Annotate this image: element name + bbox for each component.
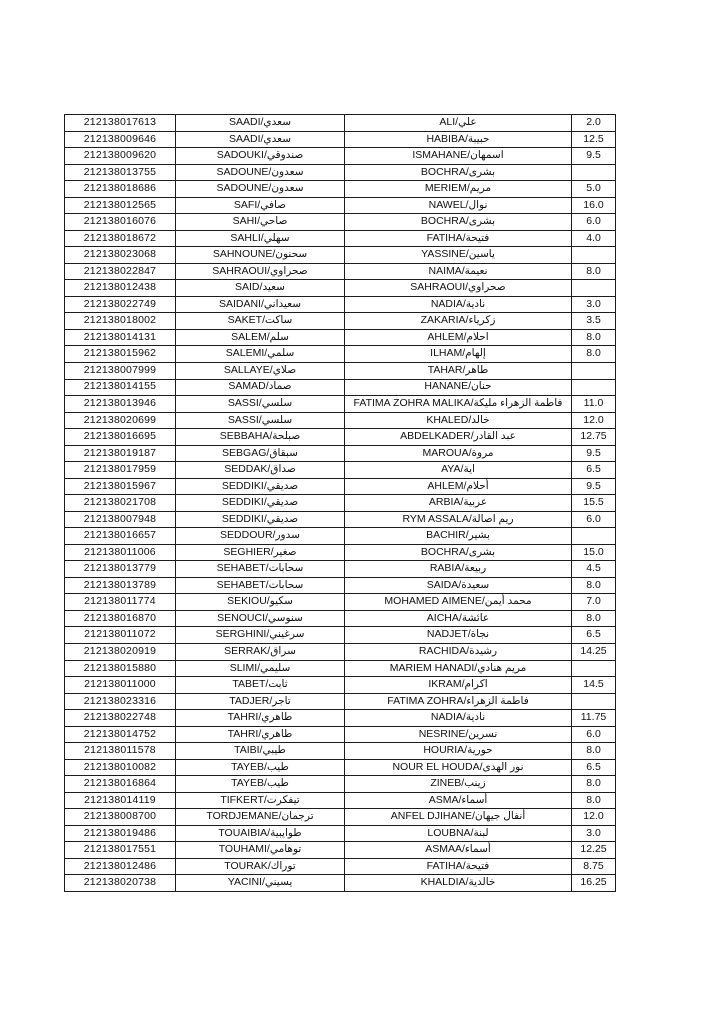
firstname-cell: HABIBA/حبيبة	[345, 131, 572, 148]
id-cell: 212138023068	[65, 247, 176, 264]
firstname-cell: ZINEB/زينب	[345, 776, 572, 793]
id-cell: 212138016657	[65, 528, 176, 545]
surname-cell: SALEM/سلم	[176, 329, 345, 346]
surname-cell: TAYEB/طيب	[176, 759, 345, 776]
surname-cell: SALLAYE/صلاي	[176, 362, 345, 379]
firstname-cell: AYA/اية	[345, 462, 572, 479]
id-cell: 212138011072	[65, 627, 176, 644]
firstname-cell: LOUBNA/لبنة	[345, 825, 572, 842]
firstname-cell: NAIMA/نعيمة	[345, 263, 572, 280]
grade-cell: 15.5	[572, 495, 616, 512]
id-cell: 212138022749	[65, 296, 176, 313]
table-row	[65, 594, 616, 611]
id-cell: 212138019187	[65, 445, 176, 462]
grade-cell: 6.5	[572, 627, 616, 644]
firstname-cell: BOCHRA/بشرى	[345, 544, 572, 561]
surname-cell: SASSI/سلسي	[176, 396, 345, 413]
surname-cell: SADOUNE/سعدون	[176, 181, 345, 198]
grade-cell: 12.0	[572, 412, 616, 429]
table-row	[65, 296, 616, 313]
table-row	[65, 329, 616, 346]
grade-cell	[572, 247, 616, 264]
surname-cell: SAIDANI/سعيداني	[176, 296, 345, 313]
id-cell: 212138015967	[65, 478, 176, 495]
firstname-cell: HANANE/حنان	[345, 379, 572, 396]
table-row	[65, 792, 616, 809]
surname-cell: SAKET/ساكت	[176, 313, 345, 330]
firstname-cell: BACHIR/بشير	[345, 528, 572, 545]
grade-cell	[572, 280, 616, 297]
table-row	[65, 462, 616, 479]
table-row	[65, 115, 616, 132]
table-row	[65, 197, 616, 214]
id-cell: 212138013779	[65, 561, 176, 578]
id-cell: 212138017959	[65, 462, 176, 479]
grade-cell: 8.75	[572, 858, 616, 875]
id-cell: 212138017551	[65, 842, 176, 859]
firstname-cell: NOUR EL HOUDA/نور الهدى	[345, 759, 572, 776]
surname-cell: TIFKERT/تيفكرت	[176, 792, 345, 809]
grade-cell	[572, 693, 616, 710]
id-cell: 212138022748	[65, 710, 176, 727]
firstname-cell: ASMA/أسماء	[345, 792, 572, 809]
grade-cell: 12.75	[572, 429, 616, 446]
id-cell: 212138010082	[65, 759, 176, 776]
surname-cell: SLIMI/سليمي	[176, 660, 345, 677]
firstname-cell: FATIMA ZOHRA MALIKA/فاطمة الزهراء مليكة	[345, 396, 572, 413]
table-row	[65, 528, 616, 545]
firstname-cell: NAWEL/نوال	[345, 197, 572, 214]
grade-cell: 14.25	[572, 644, 616, 661]
firstname-cell: ISMAHANE/اسمهان	[345, 148, 572, 165]
id-cell: 212138013789	[65, 577, 176, 594]
grade-cell: 12.5	[572, 131, 616, 148]
id-cell: 212138011774	[65, 594, 176, 611]
firstname-cell: MOHAMED AIMENE/محمد أيمن	[345, 594, 572, 611]
id-cell: 212138012438	[65, 280, 176, 297]
id-cell: 212138014752	[65, 726, 176, 743]
id-cell: 212138018002	[65, 313, 176, 330]
surname-cell: TABET/ثابت	[176, 677, 345, 694]
firstname-cell: YASSINE/ياسين	[345, 247, 572, 264]
table-row	[65, 148, 616, 165]
grade-cell: 5.0	[572, 181, 616, 198]
table-row	[65, 181, 616, 198]
grade-cell: 15.0	[572, 544, 616, 561]
table-row	[65, 362, 616, 379]
firstname-cell: HOURIA/حورية	[345, 743, 572, 760]
firstname-cell: ILHAM/إلهام	[345, 346, 572, 363]
table-row	[65, 511, 616, 528]
surname-cell: SAADI/سعدي	[176, 131, 345, 148]
firstname-cell: RABIA/ربيعة	[345, 561, 572, 578]
grade-cell: 3.0	[572, 825, 616, 842]
grade-cell: 8.0	[572, 263, 616, 280]
grades-table-body	[65, 115, 616, 892]
table-row	[65, 693, 616, 710]
table-row	[65, 313, 616, 330]
firstname-cell: AHLEM/أحلام	[345, 478, 572, 495]
id-cell: 212138017613	[65, 115, 176, 132]
grade-cell: 3.5	[572, 313, 616, 330]
surname-cell: SAHI/صاحي	[176, 214, 345, 231]
surname-cell: YACINI/يسيني	[176, 875, 345, 892]
table-row	[65, 776, 616, 793]
grade-cell: 6.5	[572, 462, 616, 479]
surname-cell: SAHNOUNE/سحنون	[176, 247, 345, 264]
id-cell: 212138014131	[65, 329, 176, 346]
surname-cell: SEDDIKI/صديقي	[176, 511, 345, 528]
id-cell: 212138012565	[65, 197, 176, 214]
firstname-cell: ASMAA/أسماء	[345, 842, 572, 859]
table-row	[65, 710, 616, 727]
table-row	[65, 164, 616, 181]
surname-cell: SAID/سعيد	[176, 280, 345, 297]
grade-cell: 16.25	[572, 875, 616, 892]
firstname-cell: ARBIA/عربية	[345, 495, 572, 512]
id-cell: 212138013755	[65, 164, 176, 181]
grade-cell: 8.0	[572, 792, 616, 809]
grade-cell: 6.0	[572, 726, 616, 743]
table-row	[65, 412, 616, 429]
grade-cell: 6.0	[572, 214, 616, 231]
id-cell: 212138021708	[65, 495, 176, 512]
grade-cell: 7.0	[572, 594, 616, 611]
table-row	[65, 247, 616, 264]
table-row	[65, 759, 616, 776]
grade-cell	[572, 164, 616, 181]
id-cell: 212138015962	[65, 346, 176, 363]
grade-cell	[572, 362, 616, 379]
surname-cell: SEHABET/سحابات	[176, 577, 345, 594]
table-row	[65, 280, 616, 297]
id-cell: 212138023316	[65, 693, 176, 710]
id-cell: 212138019486	[65, 825, 176, 842]
table-row	[65, 809, 616, 826]
table-row	[65, 214, 616, 231]
id-cell: 212138015880	[65, 660, 176, 677]
firstname-cell: FATIHA/فتيحة	[345, 230, 572, 247]
surname-cell: TAYEB/طيب	[176, 776, 345, 793]
grade-cell: 9.5	[572, 478, 616, 495]
firstname-cell: ANFEL DJIHANE/أنفال جيهان	[345, 809, 572, 826]
firstname-cell: AICHA/عائشة	[345, 610, 572, 627]
firstname-cell: AHLEM/احلام	[345, 329, 572, 346]
firstname-cell: MERIEM/مريم	[345, 181, 572, 198]
table-row	[65, 627, 616, 644]
id-cell: 212138018686	[65, 181, 176, 198]
grade-cell: 8.0	[572, 577, 616, 594]
firstname-cell: ZAKARIA/زكرياء	[345, 313, 572, 330]
grade-cell	[572, 528, 616, 545]
surname-cell: TORDJEMANE/ترجمان	[176, 809, 345, 826]
table-row	[65, 495, 616, 512]
surname-cell: SAHLI/سهلي	[176, 230, 345, 247]
surname-cell: SAHRAOUI/صحراوي	[176, 263, 345, 280]
grade-cell: 4.5	[572, 561, 616, 578]
table-row	[65, 131, 616, 148]
table-row	[65, 726, 616, 743]
id-cell: 212138016076	[65, 214, 176, 231]
firstname-cell: MARIEM HANADI/مريم هنادي	[345, 660, 572, 677]
surname-cell: TOURAK/توراك	[176, 858, 345, 875]
firstname-cell: NADIA/نادية	[345, 296, 572, 313]
table-row	[65, 379, 616, 396]
table-row	[65, 346, 616, 363]
firstname-cell: KHALED/خالد	[345, 412, 572, 429]
surname-cell: SALEMI/سلمي	[176, 346, 345, 363]
surname-cell: TAHRI/طاهري	[176, 726, 345, 743]
grade-cell: 4.0	[572, 230, 616, 247]
id-cell: 212138013946	[65, 396, 176, 413]
firstname-cell: TAHAR/طاهر	[345, 362, 572, 379]
id-cell: 212138007999	[65, 362, 176, 379]
id-cell: 212138016695	[65, 429, 176, 446]
surname-cell: SASSI/سلسي	[176, 412, 345, 429]
grade-cell	[572, 660, 616, 677]
grade-cell: 11.0	[572, 396, 616, 413]
surname-cell: TOUHAMI/توهامي	[176, 842, 345, 859]
firstname-cell: BOCHRA/بشرى	[345, 164, 572, 181]
id-cell: 212138014155	[65, 379, 176, 396]
surname-cell: SAFI/صافي	[176, 197, 345, 214]
surname-cell: SENOUCI/سنوسي	[176, 610, 345, 627]
table-row	[65, 445, 616, 462]
surname-cell: SEKIOU/سكيو	[176, 594, 345, 611]
firstname-cell: SAIDA/سعيدة	[345, 577, 572, 594]
table-row	[65, 230, 616, 247]
id-cell: 212138012486	[65, 858, 176, 875]
id-cell: 212138016864	[65, 776, 176, 793]
surname-cell: SEBBAHA/صبلحة	[176, 429, 345, 446]
table-row	[65, 263, 616, 280]
surname-cell: SERRAK/سراق	[176, 644, 345, 661]
id-cell: 212138016870	[65, 610, 176, 627]
surname-cell: SAMAD/صماد	[176, 379, 345, 396]
firstname-cell: RYM ASSALA/ريم اصالة	[345, 511, 572, 528]
surname-cell: SEGHIER/صغير	[176, 544, 345, 561]
surname-cell: SEDDIKI/صديقي	[176, 495, 345, 512]
id-cell: 212138022847	[65, 263, 176, 280]
firstname-cell: BOCHRA/بشرى	[345, 214, 572, 231]
table-row	[65, 842, 616, 859]
firstname-cell: ABDELKADER/عبد القادر	[345, 429, 572, 446]
id-cell: 212138020919	[65, 644, 176, 661]
table-row	[65, 478, 616, 495]
table-row	[65, 610, 616, 627]
surname-cell: SEBGAG/سبقاق	[176, 445, 345, 462]
table-row	[65, 396, 616, 413]
table-row	[65, 429, 616, 446]
firstname-cell: MAROUA/مروة	[345, 445, 572, 462]
grade-cell: 8.0	[572, 743, 616, 760]
id-cell: 212138009620	[65, 148, 176, 165]
id-cell: 212138018672	[65, 230, 176, 247]
grade-cell: 14.5	[572, 677, 616, 694]
id-cell: 212138009646	[65, 131, 176, 148]
firstname-cell: FATIMA ZOHRA/فاطمة الزهراء	[345, 693, 572, 710]
surname-cell: SAADI/سعدي	[176, 115, 345, 132]
table-row	[65, 577, 616, 594]
surname-cell: TADJER/تاجر	[176, 693, 345, 710]
firstname-cell: ALI/علي	[345, 115, 572, 132]
grade-cell: 12.25	[572, 842, 616, 859]
firstname-cell: IKRAM/اكرام	[345, 677, 572, 694]
grade-cell: 11.75	[572, 710, 616, 727]
firstname-cell: RACHIDA/رشيدة	[345, 644, 572, 661]
grade-cell: 9.5	[572, 445, 616, 462]
surname-cell: SADOUKI/صندوقي	[176, 148, 345, 165]
firstname-cell: SAHRAOUI/صحراوي	[345, 280, 572, 297]
surname-cell: SEDDIKI/صديقي	[176, 478, 345, 495]
table-row	[65, 660, 616, 677]
table-row	[65, 858, 616, 875]
id-cell: 212138020738	[65, 875, 176, 892]
firstname-cell: FATIHA/فتيحة	[345, 858, 572, 875]
surname-cell: SEDDOUR/سدور	[176, 528, 345, 545]
surname-cell: TAHRI/طاهري	[176, 710, 345, 727]
surname-cell: TOUAIBIA/طوايبية	[176, 825, 345, 842]
grades-table	[64, 114, 616, 892]
surname-cell: SEDDAK/صداق	[176, 462, 345, 479]
grade-cell: 16.0	[572, 197, 616, 214]
grade-cell: 8.0	[572, 329, 616, 346]
grade-cell: 12.0	[572, 809, 616, 826]
firstname-cell: KHALDIA/خالدية	[345, 875, 572, 892]
id-cell: 212138020699	[65, 412, 176, 429]
table-row	[65, 875, 616, 892]
firstname-cell: NADJET/نجاة	[345, 627, 572, 644]
table-row	[65, 743, 616, 760]
id-cell: 212138011000	[65, 677, 176, 694]
firstname-cell: NADIA/نادية	[345, 710, 572, 727]
grade-cell: 3.0	[572, 296, 616, 313]
grade-cell: 8.0	[572, 346, 616, 363]
surname-cell: SADOUNE/سعدون	[176, 164, 345, 181]
table-row	[65, 644, 616, 661]
table-row	[65, 825, 616, 842]
grade-cell: 6.0	[572, 511, 616, 528]
grade-cell: 9.5	[572, 148, 616, 165]
id-cell: 212138011578	[65, 743, 176, 760]
grade-cell: 8.0	[572, 776, 616, 793]
grade-cell: 8.0	[572, 610, 616, 627]
surname-cell: SEHABET/سحابات	[176, 561, 345, 578]
surname-cell: SERGHINI/سرغيني	[176, 627, 345, 644]
table-row	[65, 544, 616, 561]
grade-cell: 6.5	[572, 759, 616, 776]
table-row	[65, 561, 616, 578]
firstname-cell: NESRINE/نسرين	[345, 726, 572, 743]
table-row	[65, 677, 616, 694]
id-cell: 212138014119	[65, 792, 176, 809]
id-cell: 212138011006	[65, 544, 176, 561]
grade-cell: 2.0	[572, 115, 616, 132]
grade-cell	[572, 379, 616, 396]
id-cell: 212138007948	[65, 511, 176, 528]
surname-cell: TAIBI/طيبي	[176, 743, 345, 760]
id-cell: 212138008700	[65, 809, 176, 826]
